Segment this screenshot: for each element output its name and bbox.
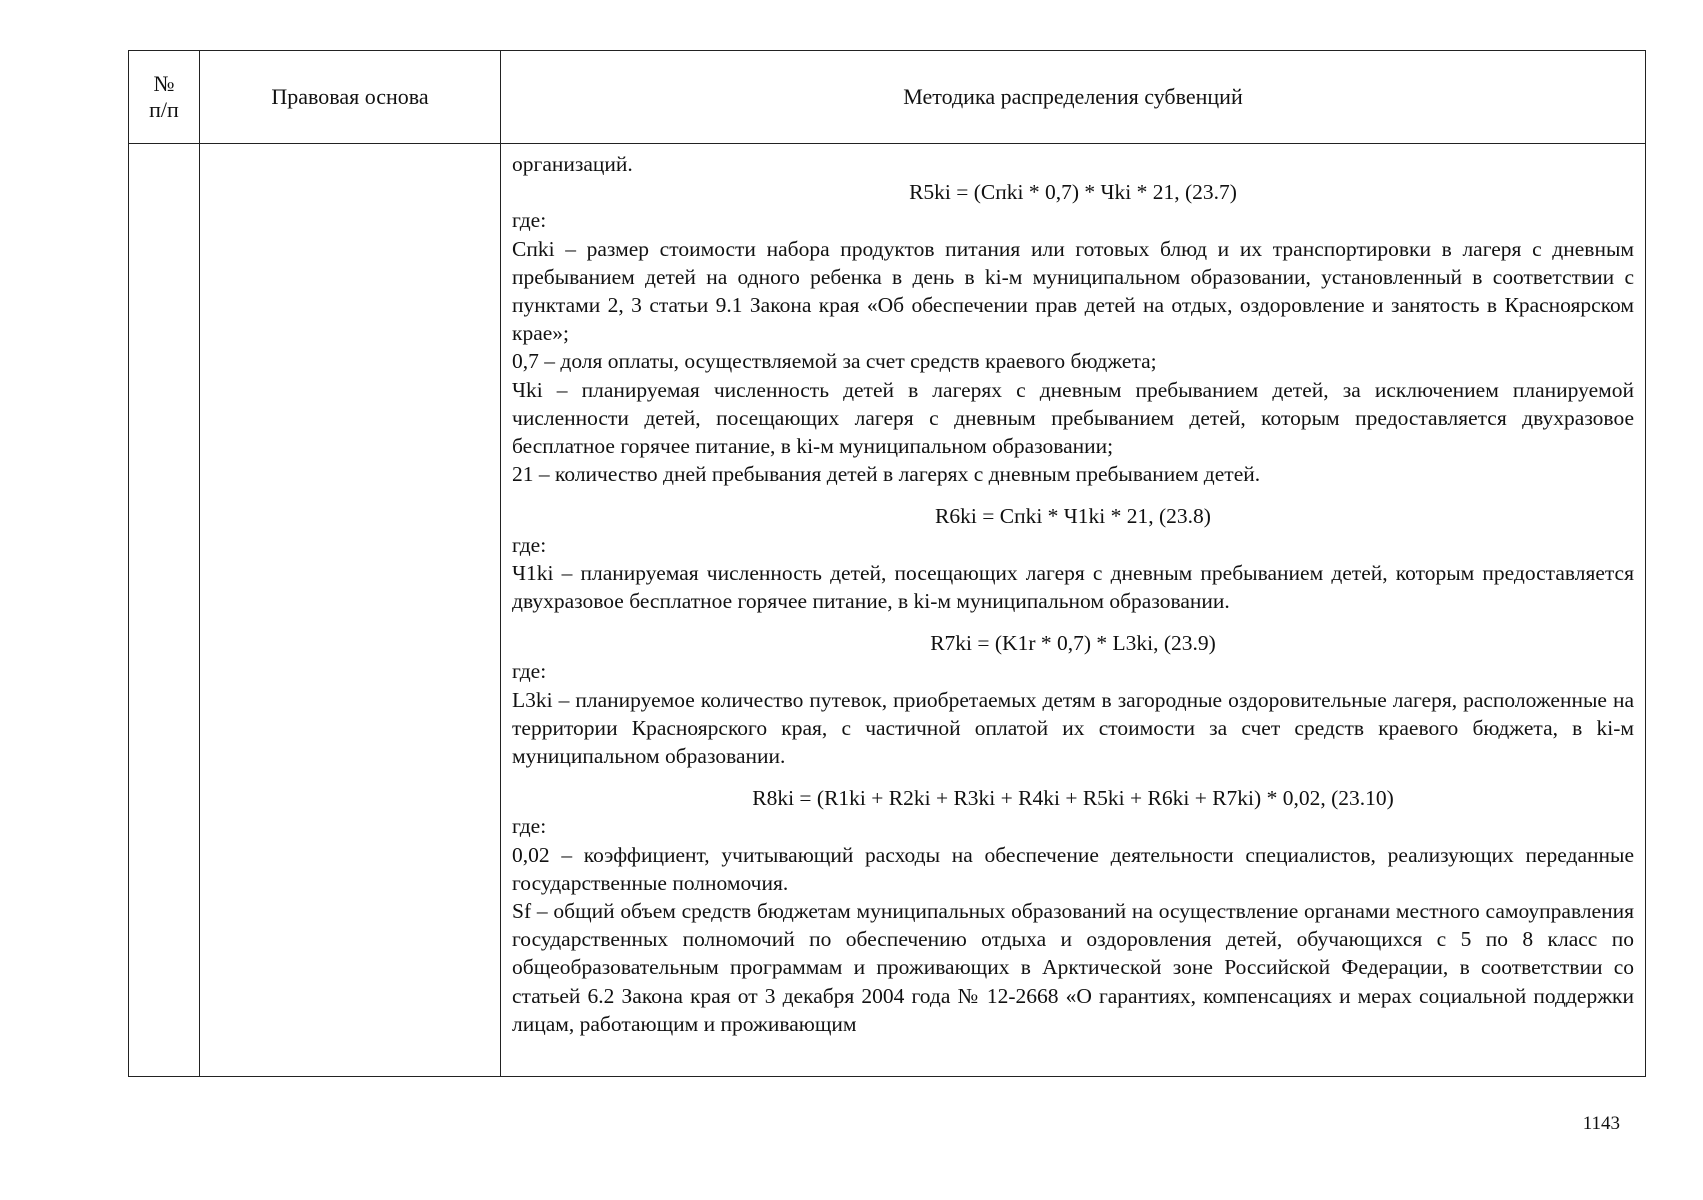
- formula-23-10: R8ki = (R1ki + R2ki + R3ki + R4ki + R5ki + R6ki + R7ki) * 0,02, (23.10): [752, 786, 1394, 811]
- paragraph: организаций.: [512, 152, 633, 176]
- paragraph: Cпki – размер стоимости набора продуктов питания или готовых блюд и их транспортировки в лагеря с дневным пребыванием детей на одного ребенка в день в ki-м муниципальном образовании, установленный в соответствии с пунктами 2, 3 статьи 9.1 Закона края «Об обеспечении прав детей на отдых, оздоровление и занятость в Красноярском крае»;: [512, 236, 1634, 346]
- table-body-row: [129, 144, 1646, 1077]
- formula-23-9: R7ki = (K1r * 0,7) * L3ki, (23.9): [930, 631, 1216, 656]
- formula-23-7: R5ki = (Cпki * 0,7) * Чki * 21, (23.7): [909, 180, 1237, 205]
- paragraph: Sf – общий объем средств бюджетам муниципальных образований на осуществление органами местного самоуправления государственных полномочий по обеспечению отдыха и оздоровления детей, обучающихся с 5 по 8 класс по общеобразовательным программам и проживающих в Арктической зоне Российской Федерации, в соответствии со статьей 6.2 Закона края от 3 декабря 2004 года № 12-2668 «О гарантиях, компенсациях и мерах социальной поддержки лицам, работающим и проживающим: [512, 899, 1634, 1036]
- header-methodology: Методика распределения субвенций: [501, 51, 1646, 144]
- cell-methodology: [501, 144, 1646, 1077]
- header-number-symbol: №: [153, 71, 175, 96]
- methodology-text: [501, 144, 1645, 1038]
- paragraph: Чki – планируемая численность детей в лагерях с дневным пребыванием детей, за исключением планируемой численности детей, посещающих лагеря с дневным пребыванием детей, которым предоставляется двухразовое бесплатное горячее питание, в ki-м муниципальном образовании;: [512, 377, 1634, 459]
- cell-legal-basis: [200, 144, 501, 1077]
- paragraph: 0,02 – коэффициент, учитывающий расходы на обеспечение деятельности специалистов, реализующих переданные государственные полномочия.: [512, 842, 1634, 895]
- where-label: где:: [512, 659, 547, 684]
- paragraph: 0,7 – доля оплаты, осуществляемой за счет средств краевого бюджета;: [512, 349, 1157, 374]
- paragraph: 21 – количество дней пребывания детей в лагерях с дневным пребыванием детей.: [512, 462, 1261, 487]
- paragraph: Ч1ki – планируемая численность детей, посещающих лагеря с дневным пребыванием детей, которым предоставляется двухразовое бесплатное горячее питание, в ki-м муниципальном образовании.: [512, 560, 1634, 614]
- where-label: где:: [512, 532, 547, 557]
- where-label: где:: [512, 814, 547, 839]
- header-number-column: [129, 51, 200, 144]
- cell-number: [129, 144, 200, 1077]
- paragraph: L3ki – планируемое количество путевок, приобретаемых детям в загородные оздоровительные лагеря, расположенные на территории Красноярского края, с частичной оплатой их стоимости за счет средств краевого бюджета, в ki-м муниципальном образовании.: [512, 687, 1634, 769]
- table-header-row: [129, 51, 1646, 144]
- where-label: где:: [512, 208, 547, 233]
- formula-23-8: R6ki = Cпki * Ч1ki * 21, (23.8): [935, 504, 1211, 529]
- document-table: [128, 50, 1646, 1077]
- page-number: 1143: [1582, 1113, 1620, 1134]
- header-legal-basis: Правовая основа: [200, 51, 501, 144]
- header-number-abbrev: п/п: [149, 97, 179, 122]
